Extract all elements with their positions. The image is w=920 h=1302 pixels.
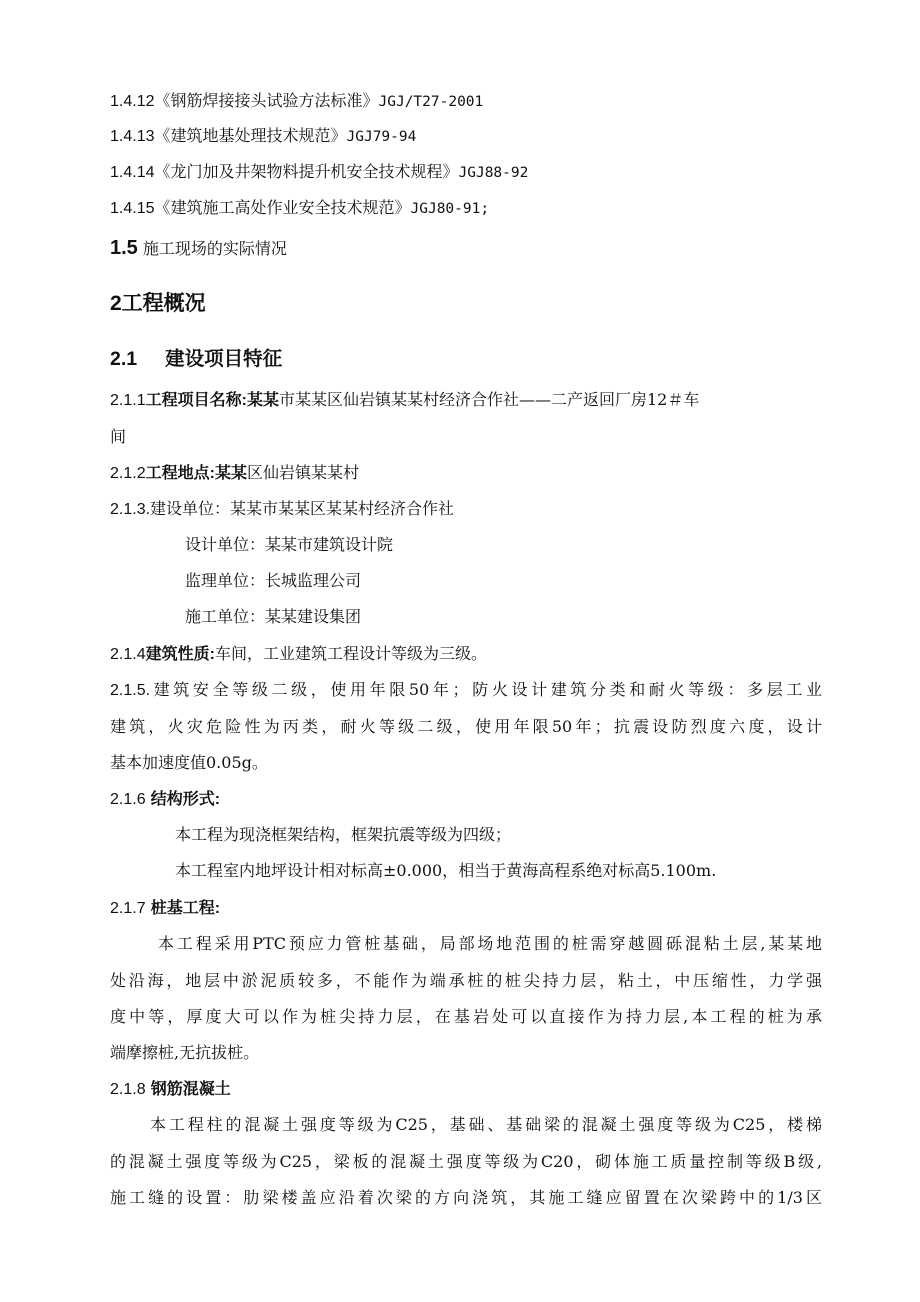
item-2-1-6 — [110, 789, 822, 810]
ref-number: 1.4.13 — [110, 128, 155, 145]
item-2-1-4 — [110, 644, 822, 665]
item-number: 2.1.8 — [110, 1081, 146, 1098]
item-label: 钢筋混凝土 — [150, 1081, 231, 1098]
item-number: 2.1.4 — [110, 646, 146, 663]
item-number: 2.1.2 — [110, 465, 146, 482]
ref-code: JGJ/T27-2001 — [378, 94, 484, 110]
ref-code: JGJ80-91; — [410, 201, 490, 217]
paragraph-line: 的混凝土强度等级为C25，梁板的混凝土强度等级为C20，砌体施工质量控制等级B级, — [110, 1152, 822, 1171]
paragraph-line: 施工缝的设置：肋梁楼盖应沿着次梁的方向浇筑，其施工缝应留置在次梁跨中的1/3区 — [110, 1188, 822, 1207]
item-label: 结构形式: — [150, 791, 221, 808]
item-number: 2.1.5. — [110, 682, 151, 699]
ref-code: JGJ88-92 — [458, 165, 529, 181]
item-2-1-5 — [110, 680, 822, 701]
item-number: 2.1.7 — [110, 900, 146, 917]
section-text: 施工现场的实际情况 — [142, 239, 287, 258]
item-label: 桩基工程: — [150, 900, 221, 917]
item-value: 车间，工业建筑工程设计等级为三级。 — [214, 644, 487, 663]
section-1-5 — [110, 236, 822, 261]
item-label: 工程地点: — [145, 465, 215, 482]
chapter-title: 2工程概况 — [110, 292, 206, 315]
item-value: 区仙岩镇某某村 — [246, 463, 359, 482]
ref-item — [110, 198, 822, 219]
paragraph-line: 基本加速度值0.05g。 — [110, 753, 268, 772]
ref-code: JGJ79-94 — [346, 129, 417, 145]
paragraph-line: 端摩擦桩,无抗拔桩。 — [110, 1043, 260, 1062]
item-number: 2.1.6 — [110, 791, 146, 808]
ref-title: 《建筑地基处理技术规范》 — [154, 126, 347, 145]
item-value-bold: 某某 — [246, 392, 279, 409]
item-2-1-2 — [110, 463, 822, 484]
design-unit: 设计单位：某某市建筑设计院 — [185, 535, 394, 554]
ref-item — [110, 91, 822, 112]
ref-title: 《龙门加及井架物料提升机安全技术规程》 — [154, 162, 459, 181]
item-2-1-8 — [110, 1079, 822, 1100]
construction-unit: 施工单位：某某建设集团 — [185, 607, 362, 626]
ref-title: 《建筑施工高处作业安全技术规范》 — [154, 198, 411, 217]
section-number: 2.1 — [110, 348, 138, 370]
section-2-1-heading — [110, 346, 822, 372]
paragraph-line: 度中等，厚度大可以作为桩尖持力层，在基岩处可以直接作为持力层,本工程的桩为承 — [110, 1007, 822, 1026]
paragraph-line: 本工程为现浇框架结构，框架抗震等级为四级； — [175, 825, 512, 844]
item-2-1-7 — [110, 898, 822, 919]
item-2-1-1-cont: 间 — [110, 427, 127, 446]
item-value-bold: 某某 — [214, 465, 247, 482]
ref-number: 1.4.12 — [110, 93, 155, 110]
item-2-1-3 — [110, 499, 822, 520]
ref-number: 1.4.15 — [110, 200, 155, 217]
paragraph-line: 处沿海，地层中淤泥质较多，不能作为端承桩的桩尖持力层，粘土，中压缩性，力学强 — [110, 971, 822, 990]
item-2-1-1 — [110, 390, 822, 411]
paragraph-line: 本工程采用PTC预应力管桩基础，局部场地范围的桩需穿越圆砾混粘土层,某某地 — [158, 934, 822, 953]
paragraph-line: 建筑安全等级二级，使用年限50年；防火设计建筑分类和耐火等级：多层工业 — [150, 680, 822, 699]
ref-item — [110, 162, 822, 183]
ref-item — [110, 126, 822, 147]
ref-number: 1.4.14 — [110, 164, 155, 181]
paragraph-line: 建筑，火灾危险性为丙类，耐火等级二级，使用年限50年；抗震设防烈度六度，设计 — [110, 717, 822, 736]
section-number: 1.5 — [110, 237, 138, 259]
paragraph-line: 本工程室内地坪设计相对标高±0.000，相当于黄海高程系绝对标高5.100m. — [175, 861, 717, 880]
supervision-unit: 监理单位：长城监理公司 — [185, 571, 362, 590]
item-label: 建筑性质: — [145, 646, 215, 663]
section-title: 建设项目特征 — [165, 348, 283, 370]
item-number: 2.1.3. — [110, 501, 151, 518]
item-label: 工程项目名称: — [145, 392, 247, 409]
builder-unit: 建设单位：某某市某某区某某村经济合作社 — [150, 499, 455, 518]
item-number: 2.1.1 — [110, 392, 146, 409]
ref-title: 《钢筋焊接接头试验方法标准》 — [154, 91, 379, 110]
paragraph-line: 本工程柱的混凝土强度等级为C25，基础、基础梁的混凝土强度等级为C25，楼梯 — [150, 1115, 822, 1134]
item-value: 市某某区仙岩镇某某村经济合作社——二产返回厂房12＃车 — [278, 390, 700, 409]
